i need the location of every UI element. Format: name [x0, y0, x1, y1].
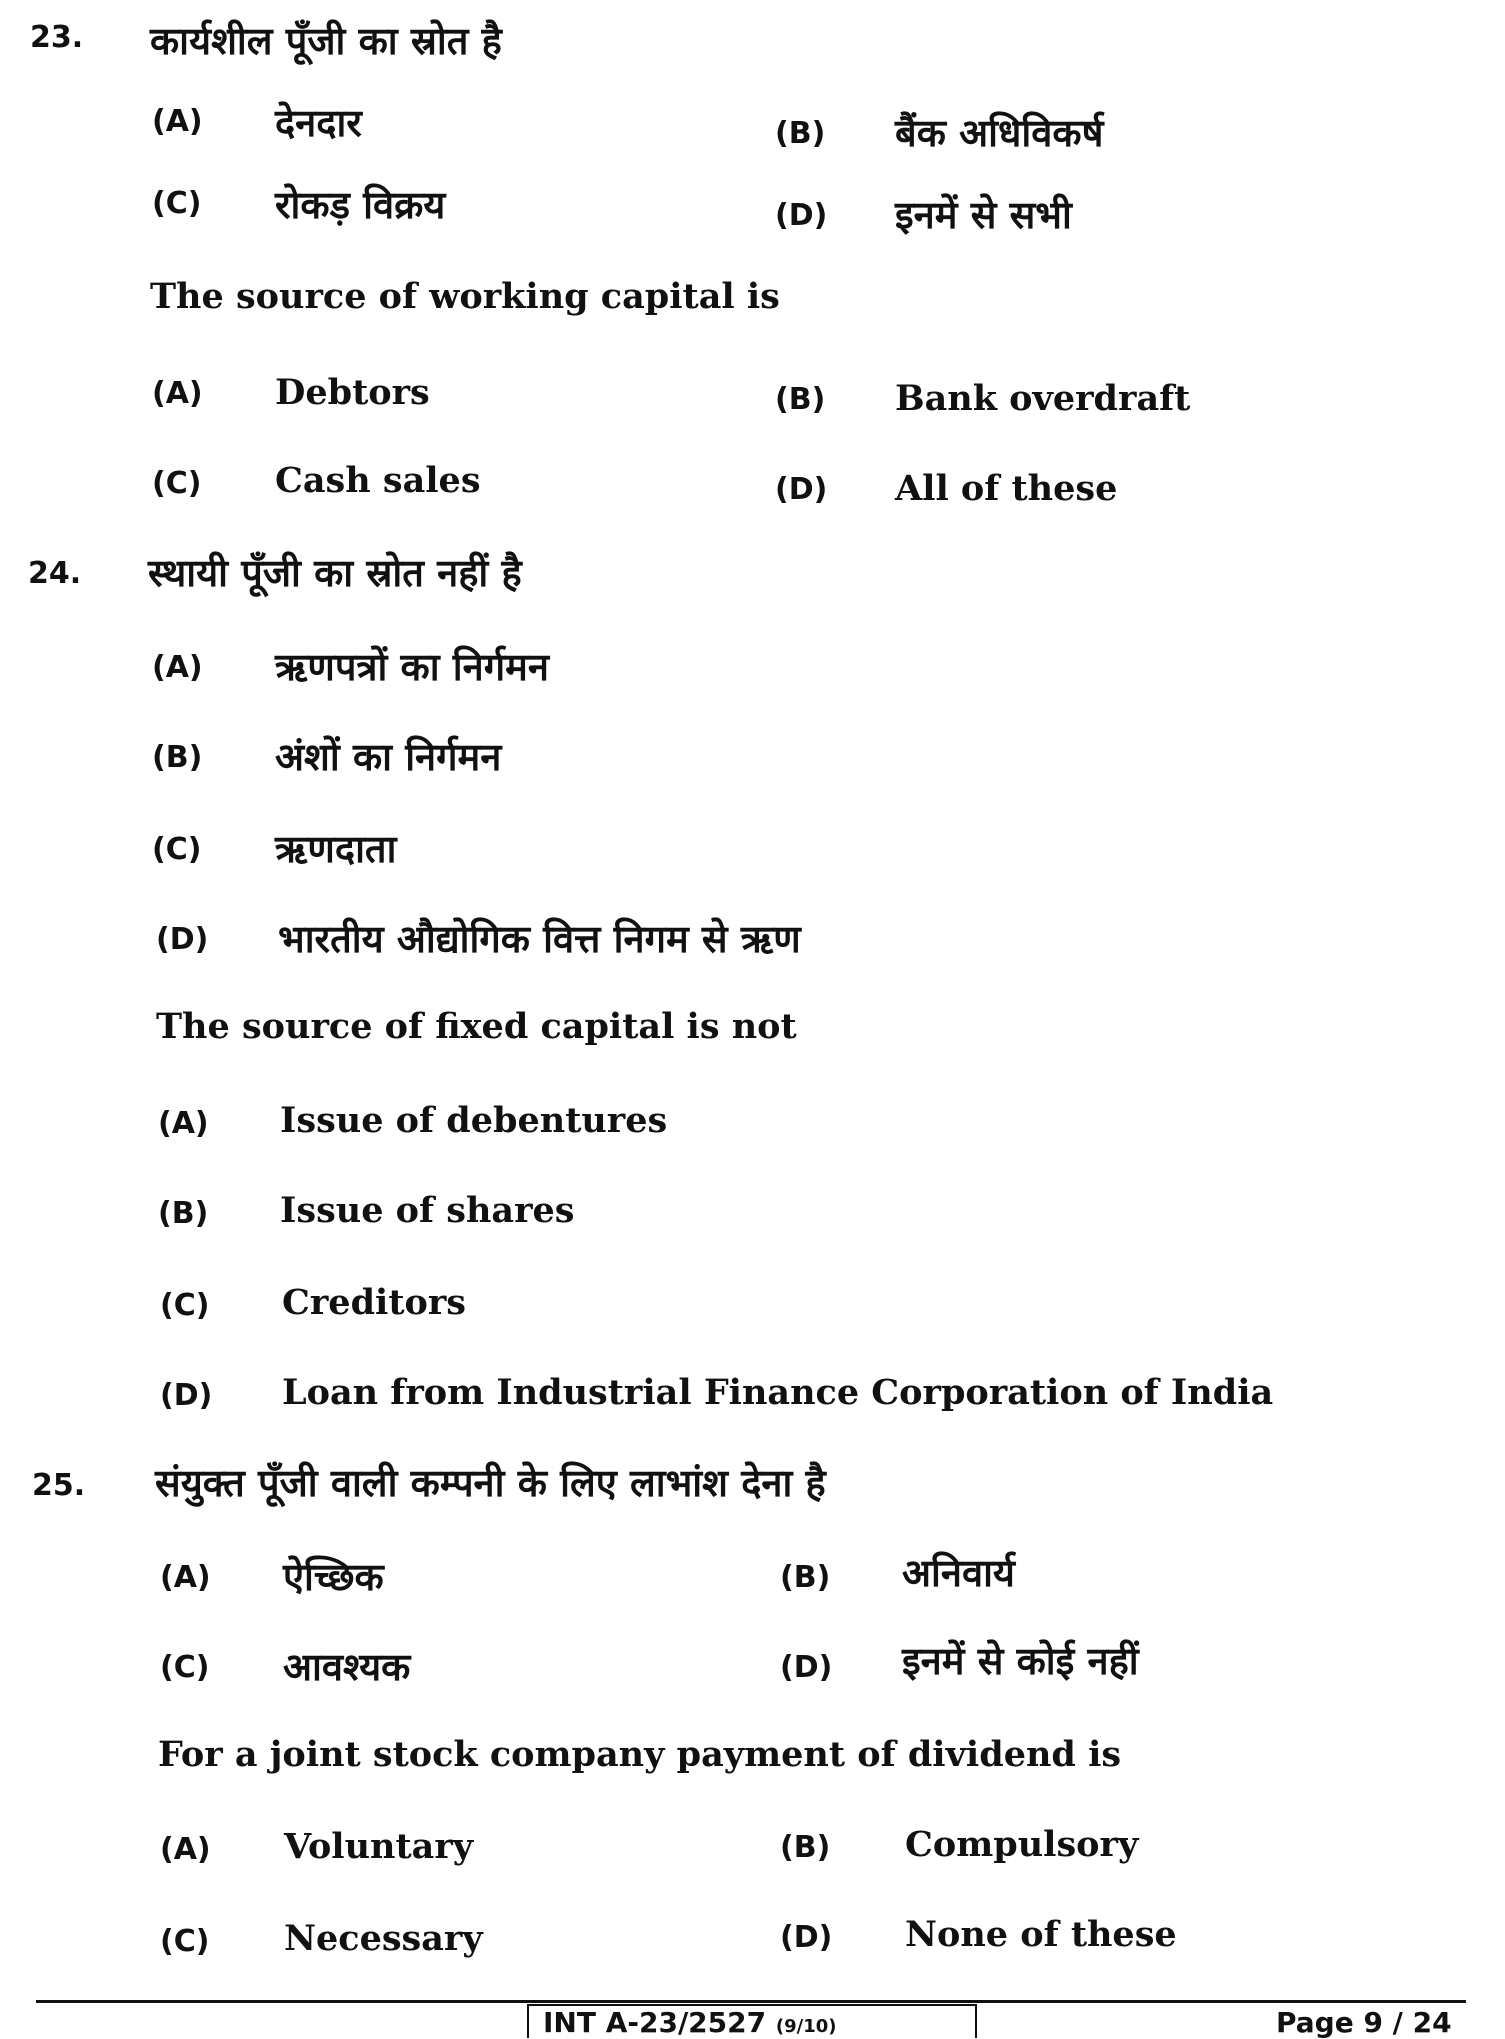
paper-code: INT A-23/2527 [543, 2006, 767, 2038]
option-label: (C) [160, 1288, 210, 1323]
option-text-hindi: अनिवार्य [902, 1551, 1015, 1595]
option-label: (B) [152, 740, 203, 775]
question-number: 24. [28, 556, 82, 591]
option-text-english: Issue of shares [280, 1190, 575, 1231]
option-text-english: Creditors [282, 1282, 466, 1323]
option-text-hindi: आवश्यक [283, 1645, 411, 1689]
option-text-hindi: इनमें से सभी [895, 193, 1072, 237]
option-label: (B) [158, 1196, 209, 1231]
option-label: (A) [152, 376, 203, 411]
option-label: (D) [775, 472, 828, 507]
option-label: (B) [780, 1560, 831, 1595]
option-text-english: All of these [895, 468, 1118, 509]
paper-code-suffix: (9/10) [775, 2016, 837, 2037]
option-text-english: Debtors [275, 372, 430, 413]
question-number: 25. [32, 1468, 86, 1503]
question-text-hindi: कार्यशील पूँजी का स्रोत है [150, 19, 502, 63]
option-label: (D) [780, 1650, 833, 1685]
option-label: (A) [160, 1560, 211, 1595]
option-text-english: Issue of debentures [280, 1100, 668, 1141]
option-text-english: Voluntary [284, 1826, 474, 1867]
option-label: (A) [160, 1832, 211, 1867]
option-label: (B) [775, 382, 826, 417]
question-text-english: For a joint stock company payment of dividend is [158, 1734, 1122, 1775]
option-text-english: None of these [905, 1914, 1177, 1955]
option-label: (C) [152, 186, 202, 221]
option-label: (D) [156, 922, 209, 957]
option-text-english: Loan from Industrial Finance Corporation of India [282, 1372, 1274, 1413]
option-label: (D) [775, 198, 828, 233]
option-text-hindi: इनमें से कोई नहीं [902, 1639, 1139, 1683]
question-text-hindi: स्थायी पूँजी का स्रोत नहीं है [148, 551, 522, 595]
option-text-hindi: ऋणपत्रों का निर्गमन [275, 645, 549, 689]
option-label: (C) [160, 1650, 210, 1685]
option-label: (B) [775, 116, 826, 151]
option-label: (C) [160, 1924, 210, 1959]
footer-rule [36, 2000, 1466, 2003]
option-text-english: Necessary [284, 1918, 483, 1959]
option-text-hindi: रोकड़ विक्रय [275, 183, 446, 227]
option-label: (A) [158, 1106, 209, 1141]
option-label: (A) [152, 650, 203, 685]
question-text-english: The source of fixed capital is not [156, 1006, 797, 1047]
option-text-hindi: बैंक अधिविकर्ष [895, 111, 1104, 155]
option-text-hindi: ऋणदाता [275, 827, 397, 871]
option-text-hindi: देनदार [275, 101, 362, 145]
page-number: Page 9 / 24 [1276, 2006, 1452, 2039]
question-text-english: The source of working capital is [150, 276, 780, 317]
option-text-hindi: ऐच्छिक [283, 1555, 384, 1599]
option-text-english: Cash sales [275, 460, 481, 501]
paper-code-box [527, 2004, 977, 2038]
option-text-english: Compulsory [905, 1824, 1139, 1865]
option-label: (C) [152, 466, 202, 501]
option-text-hindi: अंशों का निर्गमन [275, 735, 502, 779]
option-label: (D) [780, 1920, 833, 1955]
option-label: (A) [152, 104, 203, 139]
option-label: (D) [160, 1378, 213, 1413]
option-label: (C) [152, 832, 202, 867]
question-text-hindi: संयुक्त पूँजी वाली कम्पनी के लिए लाभांश देना है [155, 1461, 826, 1505]
option-text-english: Bank overdraft [895, 378, 1191, 419]
question-number: 23. [30, 20, 84, 55]
option-label: (B) [780, 1830, 831, 1865]
option-text-hindi: भारतीय औद्योगिक वित्त निगम से ऋण [278, 917, 801, 961]
